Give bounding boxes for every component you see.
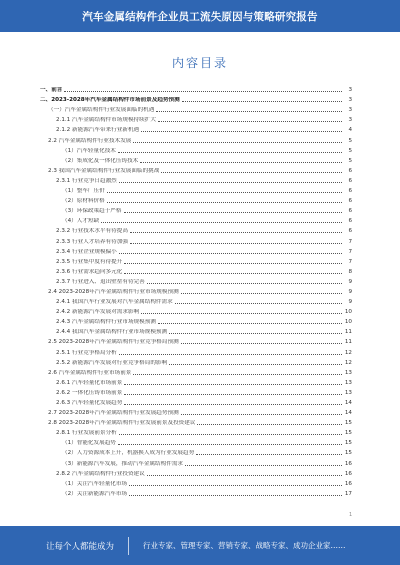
toc-entry-title: 2.2 汽车金属结构件行业技术发展 [48,137,132,144]
toc-leader-dots [118,444,342,445]
toc-entry-page: 15 [344,450,352,457]
toc-entry-title: （2）关注新能源汽车市场 [62,490,128,497]
toc-leader-dots [129,495,342,496]
toc-entry-title: 2.1.1 汽车金属结构件市场规模持续扩大 [56,117,156,124]
toc-entry-page: 10 [344,309,352,316]
footer-divider [128,537,129,555]
toc-leader-dots [141,131,342,132]
toc-entry[interactable] [40,427,352,437]
toc-leader-dots [124,394,342,395]
toc-entry[interactable] [40,215,352,225]
toc-entry-title: （1）整车厂压价 [62,188,105,195]
toc-entry-page: 11 [344,339,352,346]
toc-entry[interactable] [40,488,352,498]
toc-entry-title: （2）人力资源成本上升，机器换人成为行业发展趋势 [62,450,195,457]
toc-leader-dots [169,364,342,365]
toc-entry-page: 8 [348,268,352,275]
toc-entry-title: 2.1.2 新能源汽车带来行业新机遇 [56,127,140,134]
report-header-bar [0,0,400,32]
toc-leader-dots [161,172,342,173]
toc-entry[interactable] [40,235,352,245]
toc-entry-page: 12 [344,349,352,356]
toc-entry-page: 3 [348,117,352,124]
toc-leader-dots [182,101,342,102]
toc-leader-dots [124,404,342,405]
toc-entry[interactable] [40,478,352,488]
toc-leader-dots [140,162,342,163]
toc-entry-page: 17 [344,490,352,497]
toc-entry-page: 15 [344,440,352,447]
toc-leader-dots [147,475,342,476]
toc-entry[interactable] [40,357,352,367]
toc-leader-dots [129,485,342,486]
toc-leader-dots [175,303,342,304]
toc-entry[interactable] [40,165,352,175]
toc-entry-title: （2）集成化及一体化压铸技术 [62,157,139,164]
toc-entry-page: 3 [348,87,352,94]
toc-entry-title: 2.3.6 行业需求趋向多元化 [56,268,123,275]
toc-entry-title: （3）环保政策趋于严格 [62,208,122,215]
toc-entry-title: 2.5.1 行业竞争格局分析 [56,349,117,356]
toc-heading: 内容目录 [171,56,228,70]
toc-entry-page: 6 [348,167,352,174]
toc-entry-page: 15 [344,430,352,437]
toc-entry-page: 9 [348,278,352,285]
footer-slogan: 让每个人都能成为 [46,541,115,552]
toc-leader-dots [169,333,342,334]
toc-leader-dots [158,323,342,324]
toc-entry-page: 15 [344,420,352,427]
toc-entry[interactable] [40,437,352,447]
toc-entry-title: 2.8 2023-2028年汽车金属结构件行业发展前景及投资建议 [48,420,196,427]
toc-leader-dots [181,293,342,294]
toc-leader-dots [185,465,342,466]
toc-entry-title: （2）原材料价格 [62,198,105,205]
toc-entry[interactable] [40,397,352,407]
table-of-contents [40,84,352,508]
toc-entry[interactable] [40,104,352,114]
toc-entry-title: 2.3.7 行业进入、退出壁垒有待完善 [56,278,145,285]
toc-entry[interactable] [40,296,352,306]
toc-entry[interactable] [40,457,352,467]
toc-entry-page: 10 [344,319,352,326]
toc-entry-title: 2.3 我国汽车金属结构件行业发展面临的挑战 [48,167,160,174]
toc-entry-page: 6 [348,218,352,225]
toc-entry-title: 2.3.2 行业技术水平有待提高 [56,228,128,235]
toc-leader-dots [107,202,342,203]
report-title: 汽车金属结构件企业员工流失原因与策略研究报告 [82,10,318,23]
toc-entry[interactable] [40,225,352,235]
toc-entry-title: 2.3.3 行业人才培养有待加强 [56,238,128,245]
footer-tagline: 行业专家、管理专家、营销专家、战略专家、成功企业家…… [143,541,346,550]
toc-entry-title: （4）人才短缺 [62,218,100,225]
toc-entry-page: 5 [348,147,352,154]
toc-entry-page: 7 [348,258,352,265]
toc-entry-page: 11 [344,329,352,336]
toc-entry[interactable] [40,195,352,205]
toc-entry-title: 2.4.3 汽车金属结构件行业市场规模预测 [56,319,156,326]
toc-entry[interactable] [40,316,352,326]
toc-entry-title: （1）关注汽车轻量化市场 [62,480,128,487]
toc-entry[interactable] [40,155,352,165]
toc-entry[interactable] [40,175,352,185]
toc-entry[interactable] [40,114,352,124]
toc-entry-title: 2.4.1 我国汽车行业发展对汽车金属结构件需求 [56,299,173,306]
toc-entry-page: 3 [348,97,352,104]
toc-entry-title: （1）汽车轻量化技术 [62,147,116,154]
toc-entry-title: （3）新能源汽车发展，推动汽车金属结构件需求 [62,460,184,467]
toc-entry[interactable] [40,336,352,346]
toc-entry-page: 13 [344,389,352,396]
toc-entry-page: 16 [344,480,352,487]
toc-leader-dots [101,222,342,223]
toc-entry[interactable] [40,417,352,427]
toc-leader-dots [130,243,342,244]
toc-entry[interactable] [40,124,352,134]
toc-leader-dots [181,343,342,344]
toc-entry[interactable] [40,377,352,387]
toc-entry[interactable] [40,145,352,155]
toc-entry-page: 4 [348,127,352,134]
toc-entry-title: （一）汽车金属结构件行业发展面临的机遇 [48,107,155,114]
toc-entry-title: 2.5 2023-2028年汽车金属结构件行业竞争格局预测 [48,339,179,346]
toc-leader-dots [196,454,342,455]
toc-entry[interactable] [40,276,352,286]
toc-entry-title: 2.3.5 行业集中度有待提升 [56,258,123,265]
toc-entry[interactable] [40,346,352,356]
toc-entry-page: 12 [344,359,352,366]
toc-entry-page: 3 [348,107,352,114]
toc-entry[interactable] [40,266,352,276]
toc-entry[interactable] [40,94,352,104]
toc-entry-page: 14 [344,400,352,406]
toc-entry-page: 6 [348,208,352,215]
toc-entry-page: 13 [344,369,352,376]
toc-leader-dots [124,273,342,274]
toc-entry[interactable] [40,246,352,256]
toc-entry-title: 2.3.4 行业企业规模偏小 [56,248,117,255]
toc-leader-dots [158,121,342,122]
toc-entry[interactable] [40,84,352,94]
toc-entry-page: 13 [344,379,352,386]
toc-leader-dots [64,91,342,92]
toc-leader-dots [118,152,342,153]
toc-entry-page: 7 [348,248,352,255]
toc-entry[interactable] [40,447,352,457]
toc-leader-dots [107,192,342,193]
toc-entry-page: 5 [348,157,352,164]
toc-entry[interactable] [40,185,352,195]
toc-entry-page: 6 [348,228,352,235]
toc-entry[interactable] [40,326,352,336]
toc-leader-dots [119,253,342,254]
toc-entry[interactable] [40,286,352,296]
toc-entry-page: 9 [348,288,352,295]
footer-bar [0,526,400,565]
toc-entry-page: 6 [348,177,352,184]
page-number: 1 [349,512,353,518]
toc-entry-title: 2.4 2023-2028年汽车金属结构件行业市场规模预测 [48,288,179,295]
toc-entry-page: 5 [348,137,352,144]
toc-leader-dots [124,263,342,264]
toc-entry[interactable] [40,407,352,417]
toc-leader-dots [141,313,342,314]
toc-leader-dots [119,182,342,183]
toc-entry[interactable] [40,134,352,144]
toc-entry-page: 6 [348,198,352,205]
toc-leader-dots [119,434,342,435]
toc-entry-title: 一、前言 [40,87,63,94]
toc-entry[interactable] [40,306,352,316]
toc-entry[interactable] [40,205,352,215]
toc-entry-title: 2.6.2 一体化压铸市场前景 [56,389,123,396]
toc-leader-dots [124,384,342,385]
toc-entry-title: 2.7 2023-2028年汽车金属结构件行业发展趋势预测 [48,410,179,417]
toc-entry-page: 6 [348,188,352,195]
toc-entry[interactable] [40,367,352,377]
toc-entry[interactable] [40,387,352,397]
toc-leader-dots [147,283,342,284]
toc-entry-title: 2.3.1 行业竞争日趋激烈 [56,177,117,184]
toc-entry-title: 2.5.2 新能源汽车发展对行业竞争格局的影响 [56,359,168,366]
toc-entry-page: 16 [344,470,352,477]
toc-entry-title: 2.6.1 汽车轻量化市场前景 [56,379,123,386]
toc-leader-dots [133,374,342,375]
toc-leader-dots [119,354,342,355]
toc-leader-dots [124,212,343,213]
toc-entry[interactable] [40,468,352,478]
toc-leader-dots [130,232,342,233]
toc-entry-title: （1）智能化发展趋势 [62,440,116,447]
toc-entry-page: 9 [348,299,352,306]
toc-entry-title: 2.6 汽车金属结构件行业市场前景 [48,369,132,376]
toc-leader-dots [197,424,342,425]
toc-entry-page: 16 [344,460,352,467]
toc-leader-dots [156,111,342,112]
toc-entry-page: 14 [344,410,352,417]
toc-entry-title: 2.4.4 我国汽车金属结构件行业市场规模预测 [56,329,168,336]
toc-entry[interactable] [40,256,352,266]
toc-entry-title: 二、2023-2028年汽车金属结构件市场前景及趋势预测 [40,97,180,104]
toc-entry-page: 7 [348,238,352,245]
toc-entry-title: 2.4.2 新能源汽车发展对需求影响 [56,309,140,316]
toc-entry-title: 2.8.2 汽车金属结构件行业投资建议 [56,470,145,477]
toc-entry-title: 2.8.1 行业发展前景分析 [56,430,117,437]
toc-leader-dots [181,414,342,415]
toc-leader-dots [133,142,342,143]
toc-entry-title: 2.6.3 汽车轻量化发展趋势 [56,400,123,406]
